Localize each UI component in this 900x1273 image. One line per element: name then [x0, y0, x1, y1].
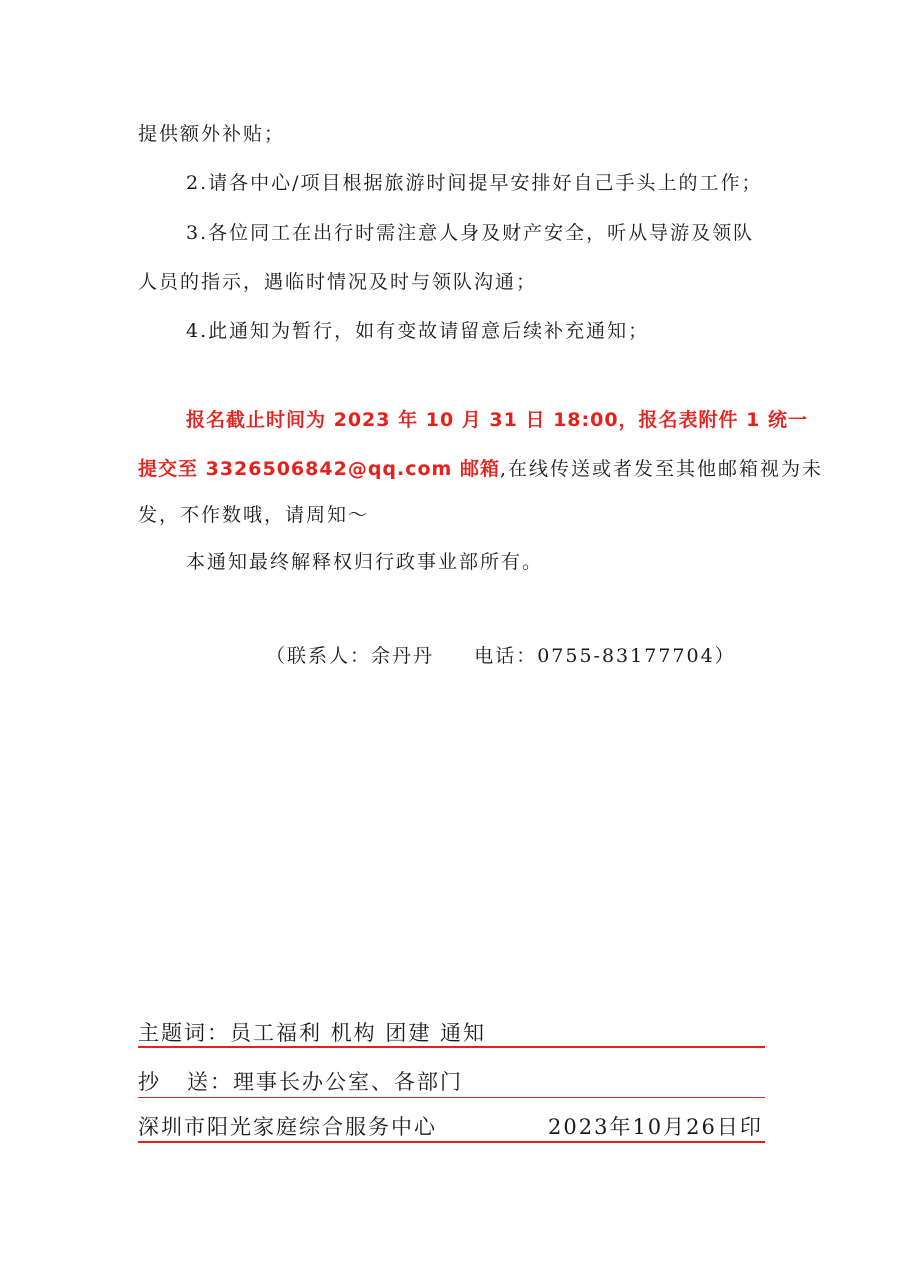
footer-rule-middle	[138, 1097, 765, 1098]
footer-organization: 深圳市阳光家庭综合服务中心	[138, 1115, 437, 1139]
contact-info: （联系人：余丹丹 电话：0755-83177704）	[266, 645, 736, 667]
body-line-subsidy: 提供额外补贴；	[138, 123, 286, 145]
list-item-2: 2.请各中心/项目根据旅游时间提早安排好自己手头上的工作；	[186, 172, 763, 194]
deadline-line: 报名截止时间为 2023 年 10 月 31 日 18:00，报名表附件 1 统一	[186, 409, 808, 431]
submit-note: ,在线传送或者发至其他邮箱视为未	[499, 458, 824, 480]
deadline-note-line: 发，不作数哦，请周知～	[138, 504, 370, 526]
footer-rule-top	[138, 1046, 765, 1048]
list-item-3: 3.各位同工在出行时需注意人身及财产安全，听从导游及领队	[186, 222, 755, 244]
footer-keywords: 主题词：员工福利 机构 团建 通知	[138, 1021, 487, 1045]
interpretation-statement: 本通知最终解释权归行政事业部所有。	[186, 551, 544, 573]
list-item-4: 4.此通知为暂行，如有变故请留意后续补充通知；	[186, 320, 650, 342]
footer-cc: 抄 送：理事长办公室、各部门	[138, 1070, 464, 1094]
footer-rule-bottom	[138, 1141, 765, 1143]
footer-print-date: 2023年10月26日印	[548, 1115, 763, 1139]
deadline-submit-line	[138, 454, 823, 481]
list-item-3-continued: 人员的指示，遇临时情况及时与领队沟通；	[138, 271, 538, 293]
submit-email: 提交至 3326506842@qq.com 邮箱	[138, 458, 500, 480]
